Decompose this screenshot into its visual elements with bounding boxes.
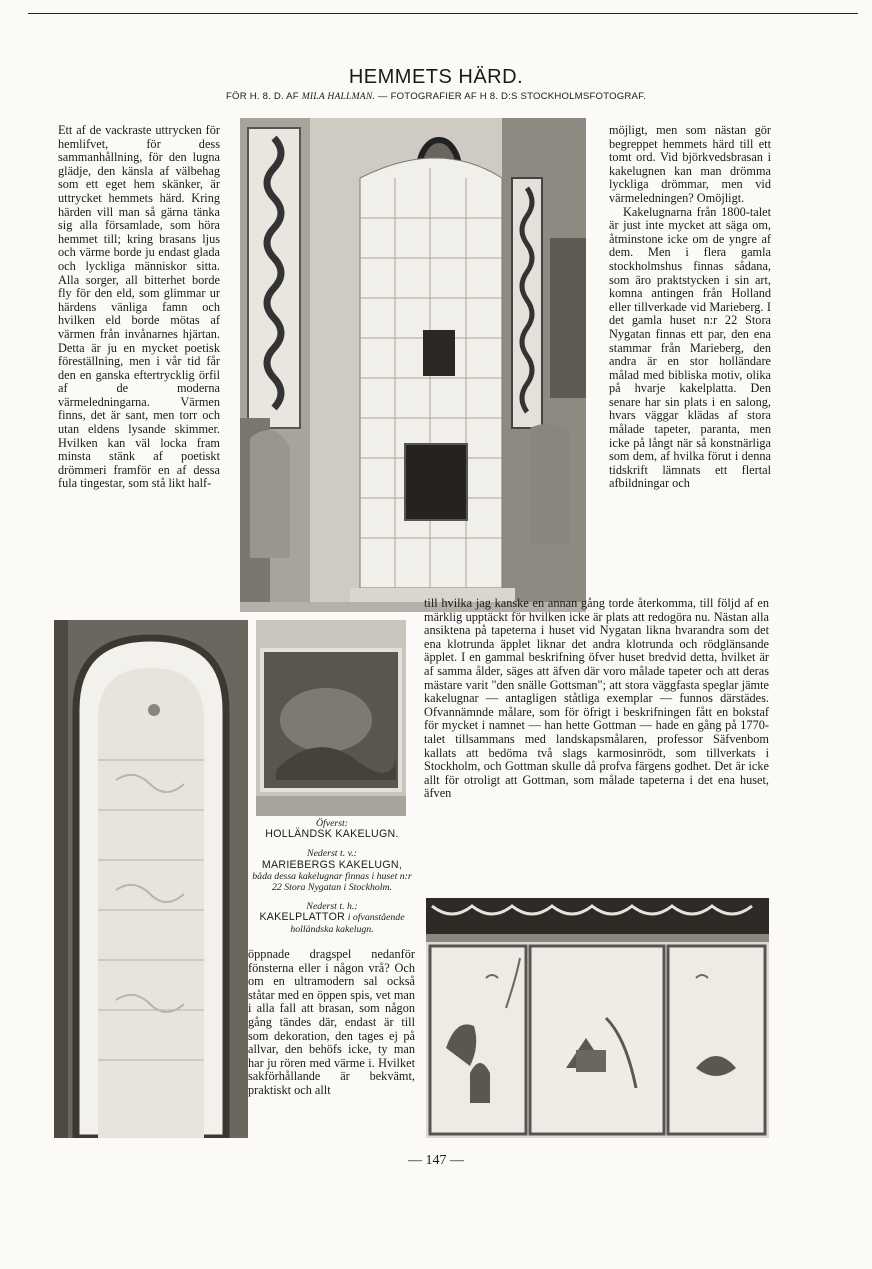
article-column-1 (58, 124, 220, 491)
page-number: — 147 — (408, 1153, 464, 1168)
caption-top-title: HOLLÄNDSK KAKELUGN. (265, 828, 399, 841)
column-2-text-1: möjligt, men som nästan gör begreppet hemmets härd till ett tomt ord. Vid björkvedsbrasan i kakelugnen kan man drömma lyckliga drömmar, men vid värmeledningen? Omöjligt. (609, 123, 771, 205)
article-column-2 (609, 124, 771, 491)
caption-right (252, 901, 412, 935)
caption-left-location: Nederst t. v.: (307, 848, 357, 860)
photo-hollandsk-kakelugn (240, 118, 586, 612)
caption-left-title: MARIEBERGS KAKELUGN, (261, 858, 403, 871)
byline-prefix: FÖR H. 8. D. AF (226, 91, 299, 102)
byline (0, 91, 872, 102)
column-1-text: Ett af de vackraste uttrycken för hemlifvet, för dess sammanhållning, för den lugna glädje, den känsla af välbehag som ett eget hem skänker, är uttrycket hemmets härd. Kring härden vill man så gärna tänka sig alla församlade, som höra hemmet till; kring brasans ljus och värme borde ju endast glada och lyckliga människor sitta. Alla sorger, all bitterhet borde fly för den eld, som glimmar ur härdens vänliga famn och hvilken eld borde mötas af värmen från invånarnes hjärtan. Detta är ju en mycket poetisk föreställning, men i vår tid får den en ganska eftertrycklig örfil af de moderna värmeledningarna. Värmen finns, det är sant, men torr och utan eldens lysande skimmer. Hvilken kan väl locka fram minsta stänk af poetiskt drömmeri framför en af dessa fula tingestar, som stå likt half- (58, 123, 220, 491)
byline-author: MILA HALLMAN. (301, 91, 376, 102)
caption-top-location: Öfverst: (315, 818, 349, 829)
photo-mariebergs-kakelugn (54, 620, 248, 1138)
caption-left-description: båda dessa kakelugnar finnas i huset n:r 22 Stora Nygatan i Stockholm. (252, 870, 412, 894)
article-column-3 (424, 597, 769, 801)
caption-top (252, 818, 412, 840)
caption-right-description: i ofvanstående holländska kakelugn. (290, 912, 405, 935)
photo-kakelplattor (426, 898, 769, 1138)
column-4-text: öppnade dragspel nedanför fönsterna eller i någon vrå? Och om en ultramodern sal också ståtar med en öppen spis, vet man i alla fall att brasan, som någon gång tändes där, endast är till som dekoration, den tages ej på allvar, den behöfs icke, ty man har ju rören med värme i. Hvilket sakförhållande är bekvämt, praktiskt och allt (248, 947, 415, 1097)
caption-right-title: KAKELPLATTOR (259, 911, 346, 924)
caption-right-location: Nederst t. h.: (306, 901, 358, 913)
photo-captions (252, 818, 412, 943)
caption-left (252, 848, 412, 893)
column-3-text: till hvilka jag kanske en annan gång torde återkomma, till följd af en märklig upptäckt för hvilken icke är plats att redogöra nu. Nästan alla ansiktena på tapeterna i huset vid Nygatan likna hvarandra som det ena klotrunda äpplet liknar det andra klotrunda och rödglänsande äpplet. I en gammal beskrifning öfver huset bredvid detta, hvilket är af samma ålder, säges att äfven där voro målade tapeter och att deras mästare varit "den snälle Gottsman"; att stora väggfasta speglar jämte kakelugnar — antagligen ståtliga exemplar — funnos därstädes. Ofvannämnde målare, som för öfrigt i beskrifningen fått en bokstaf för mycket i namnet — han hette Gottman — hade en gång på 1770-talet tillsammans med landskapsmålaren, professor Säfvenbom kallats att bedöma två slags karmosinrödt, som tillverkats i Stockholm, och Gottman skulle då profva färgens godhet. Det är icke allt för otroligt att Gottman, som målade tapeterna i det ena huset, äfven (424, 596, 769, 801)
byline-suffix: — FOTOGRAFIER AF H 8. D:S STOCKHOLMSFOTOGRAF. (377, 91, 646, 102)
photo-wall-painting (256, 620, 406, 816)
article-column-4 (248, 948, 415, 1098)
article-title: HEMMETS HÄRD. (348, 66, 524, 88)
top-rule (28, 13, 858, 14)
column-2-text-2: Kakelugnarna från 1800-talet är just inte mycket att säga om, åtminstone icke om de yngre af dem. Men i flera gamla stockholmshus finnas sådana, som äro praktstycken i sin art, komna antingen från Holland eller tillverkade vid Marieberg. I det gamla huset n:r 22 Stora Nygatan finnas ett par, den ena stammar från Marieberg, den andra är en stor holländare målad med bibliska motiv, olika på hvarje kakelplatta. Den senare har sin plats i en salong, hvars väggar klädas af stora målade tapeter, paranta, men icke på långt när så konstnärliga som dem, af hvilka förut i denna tidskrift lämnats ett flertal afbildningar och (609, 204, 771, 491)
